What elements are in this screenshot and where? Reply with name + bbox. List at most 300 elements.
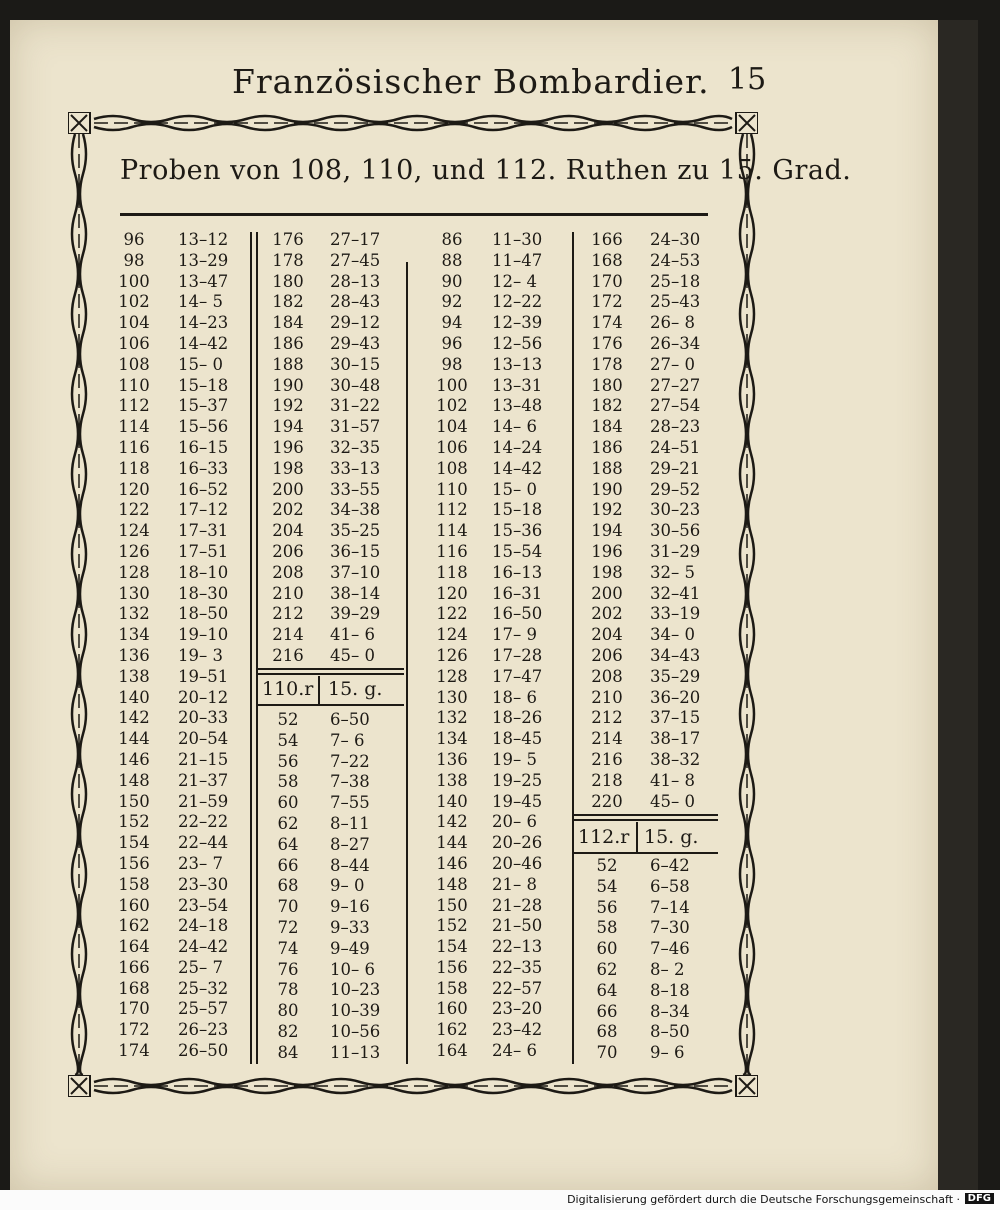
divider-3	[572, 232, 574, 1064]
col4-values-cell: 27– 0	[650, 354, 695, 374]
subhead-110-degrees: 15. g.	[328, 678, 383, 700]
col2b-values-cell: 9–49	[330, 938, 370, 958]
col3-values	[484, 230, 568, 1062]
col2b-values	[322, 710, 402, 1064]
col2b-values-cell: 9–33	[330, 917, 370, 937]
page-number: 15	[728, 62, 767, 97]
col4-numbers-cell: 216	[591, 749, 623, 769]
footer-credit: Digitalisierung gefördert durch die Deutsche Forschungsgemeinschaft ·	[567, 1193, 960, 1206]
col1-values-cell: 21–59	[178, 791, 229, 811]
subhead-110-rods: 110.r	[262, 678, 314, 700]
frame-border-left	[68, 134, 90, 1075]
col2-numbers-cell: 214	[272, 625, 304, 645]
col3-values-cell: 15–18	[492, 500, 543, 520]
col1-numbers-cell: 106	[118, 333, 150, 353]
col4-numbers-cell: 198	[591, 562, 623, 582]
col3-numbers-cell: 106	[436, 437, 468, 457]
col3-numbers-cell: 152	[436, 916, 468, 936]
col2b-numbers-cell: 56	[277, 751, 299, 771]
col4-numbers-cell: 174	[591, 313, 623, 333]
col4-numbers-cell: 180	[591, 375, 623, 395]
divider-2	[406, 262, 408, 1064]
rule-112-top	[574, 814, 718, 816]
col1-numbers-cell: 126	[118, 541, 150, 561]
col3-values-cell: 14–42	[492, 458, 543, 478]
col3-numbers-cell: 88	[441, 250, 463, 270]
col2-numbers	[262, 230, 314, 667]
col1-values-cell: 15– 0	[178, 354, 223, 374]
col4-values-cell: 26–34	[650, 333, 701, 353]
subhead-112-degrees: 15. g.	[644, 826, 699, 848]
col3-numbers-cell: 134	[436, 729, 468, 749]
col2b-numbers-cell: 66	[277, 855, 299, 875]
col2-values-cell: 31–22	[330, 396, 381, 416]
col3-numbers-cell: 150	[436, 895, 468, 915]
col4-numbers-cell: 204	[591, 625, 623, 645]
col3-numbers-cell: 96	[441, 333, 463, 353]
col3-numbers-cell: 94	[441, 313, 463, 333]
col1-values-cell: 26–50	[178, 1041, 229, 1061]
col1-values-cell: 25– 7	[178, 957, 223, 977]
col2-values-cell: 32–35	[330, 437, 381, 457]
col4b-values-cell: 7–46	[650, 939, 690, 959]
col2-values-cell: 27–45	[330, 250, 381, 270]
col1-values-cell: 23–30	[178, 874, 229, 894]
col4b-numbers-cell: 70	[596, 1043, 618, 1063]
col2b-values-cell: 11–13	[330, 1042, 381, 1062]
col2b-values-cell: 8–11	[330, 813, 370, 833]
col1-values-cell: 15–37	[178, 396, 229, 416]
col1-values-cell: 16–15	[178, 437, 229, 457]
col4-numbers-cell: 178	[591, 354, 623, 374]
col2-values-cell: 28–13	[330, 271, 381, 291]
col4-values-cell: 37–15	[650, 708, 701, 728]
col4b-values-cell: 8–18	[650, 980, 690, 1000]
running-head: Französischer Bombardier.	[232, 62, 710, 101]
col2b-numbers-cell: 62	[277, 813, 299, 833]
col3-numbers-cell: 132	[436, 708, 468, 728]
col4-values-cell: 28–23	[650, 417, 701, 437]
col1-values-cell: 23–54	[178, 895, 229, 915]
col4-values-cell: 34–43	[650, 645, 701, 665]
col1-numbers-cell: 110	[118, 375, 150, 395]
col2b-values-cell: 10– 6	[330, 959, 375, 979]
col4-values-cell: 35–29	[650, 666, 701, 686]
col3-numbers-cell: 140	[436, 791, 468, 811]
col4-values-cell: 30–23	[650, 500, 701, 520]
col1-values-cell: 26–23	[178, 1020, 229, 1040]
col3-values-cell: 23–42	[492, 1020, 543, 1040]
col1-values-cell: 13–12	[178, 230, 229, 249]
col4b-numbers-cell: 64	[596, 980, 618, 1000]
col1-numbers-cell: 100	[118, 271, 150, 291]
col3-values-cell: 20–26	[492, 833, 543, 853]
col2-numbers-cell: 216	[272, 645, 304, 665]
col3-numbers-cell: 144	[436, 833, 468, 853]
col3-values-cell: 21– 8	[492, 874, 537, 894]
frame-border-right	[736, 134, 758, 1075]
col3-numbers-cell: 142	[436, 812, 468, 832]
col4b-values-cell: 9– 6	[650, 1043, 685, 1063]
col2b-numbers-cell: 72	[277, 917, 299, 937]
col1-values-cell: 22–44	[178, 833, 229, 853]
col4-values-cell: 31–29	[650, 541, 701, 561]
col3-values-cell: 15–54	[492, 541, 543, 561]
col1-values-cell: 19–51	[178, 666, 229, 686]
col4-values-cell: 25–18	[650, 271, 701, 291]
col3-values-cell: 19–25	[492, 770, 543, 790]
rule-112-bottom	[574, 852, 718, 854]
col2b-numbers-cell: 80	[277, 1001, 299, 1021]
col3-values-cell: 18– 6	[492, 687, 537, 707]
col4-numbers-cell: 190	[591, 479, 623, 499]
col3-values-cell: 20–46	[492, 853, 543, 873]
col2b-numbers-cell: 76	[277, 959, 299, 979]
col4-values-cell: 33–19	[650, 604, 701, 624]
col3-numbers	[424, 230, 480, 1062]
col1-numbers-cell: 112	[118, 396, 150, 416]
col1-numbers-cell: 170	[118, 999, 150, 1019]
col3-values-cell: 15– 0	[492, 479, 537, 499]
col4-values-cell: 32– 5	[650, 562, 695, 582]
footer-bar	[0, 1190, 1000, 1210]
col2b-values-cell: 8–27	[330, 834, 370, 854]
col3-numbers-cell: 112	[436, 500, 468, 520]
col3-numbers-cell: 124	[436, 625, 468, 645]
col3-values-cell: 16–31	[492, 583, 543, 603]
col3-numbers-cell: 98	[441, 354, 463, 374]
col1-numbers-cell: 152	[118, 812, 150, 832]
col1-numbers-cell: 116	[118, 437, 150, 457]
col2-numbers-cell: 188	[272, 354, 304, 374]
col4-numbers-cell: 208	[591, 666, 623, 686]
col1-values-cell: 25–57	[178, 999, 229, 1019]
col4-numbers-cell: 206	[591, 645, 623, 665]
col1-numbers-cell: 130	[118, 583, 150, 603]
col2-values-cell: 37–10	[330, 562, 381, 582]
col4-numbers-cell: 212	[591, 708, 623, 728]
col4-numbers-cell: 202	[591, 604, 623, 624]
col1-values-cell: 22–22	[178, 812, 229, 832]
col1-values-cell: 16–52	[178, 479, 229, 499]
col4-values-cell: 24–51	[650, 437, 701, 457]
col4b-values	[642, 856, 720, 1064]
col1-values-cell: 18–10	[178, 562, 229, 582]
col1-values-cell: 21–37	[178, 770, 229, 790]
col1-numbers-cell: 124	[118, 521, 150, 541]
col3-numbers-cell: 154	[436, 937, 468, 957]
col2-numbers-cell: 208	[272, 562, 304, 582]
col3-numbers-cell: 126	[436, 645, 468, 665]
divider-1b	[256, 232, 258, 1064]
col1-values-cell: 20–12	[178, 687, 229, 707]
col4b-numbers-cell: 60	[596, 939, 618, 959]
col1-numbers-cell: 136	[118, 645, 150, 665]
col4b-numbers-cell: 56	[596, 897, 618, 917]
col4-numbers-cell: 192	[591, 500, 623, 520]
col2-numbers-cell: 192	[272, 396, 304, 416]
col1-numbers-cell: 164	[118, 937, 150, 957]
col1-values-cell: 23– 7	[178, 853, 223, 873]
col3-values-cell: 13–48	[492, 396, 543, 416]
col1-values-cell: 17–51	[178, 541, 229, 561]
col2b-numbers-cell: 68	[277, 876, 299, 896]
col1-numbers-cell: 140	[118, 687, 150, 707]
col2-numbers-cell: 180	[272, 271, 304, 291]
col1-numbers-cell: 114	[118, 417, 150, 437]
col4-numbers-cell: 196	[591, 541, 623, 561]
col1-numbers-cell: 128	[118, 562, 150, 582]
col3-values-cell: 12–22	[492, 292, 543, 312]
scan-background	[938, 20, 978, 1190]
col3-values-cell: 13–13	[492, 354, 543, 374]
col3-values-cell: 19–45	[492, 791, 543, 811]
col1-numbers-cell: 102	[118, 292, 150, 312]
col2-values-cell: 38–14	[330, 583, 381, 603]
col3-values-cell: 12–56	[492, 333, 543, 353]
divider-1a	[250, 232, 252, 1064]
col1-numbers-cell: 104	[118, 313, 150, 333]
col4b-values-cell: 6–58	[650, 876, 690, 896]
col2-values-cell: 31–57	[330, 417, 381, 437]
col3-values-cell: 20– 6	[492, 812, 537, 832]
col3-numbers-cell: 148	[436, 874, 468, 894]
col3-values-cell: 11–30	[492, 230, 543, 249]
col2-values-cell: 30–15	[330, 354, 381, 374]
col4b-values-cell: 8–34	[650, 1001, 690, 1021]
col3-numbers-cell: 116	[436, 541, 468, 561]
col3-numbers-cell: 108	[436, 458, 468, 478]
col3-values-cell: 18–45	[492, 729, 543, 749]
col1-numbers-cell: 150	[118, 791, 150, 811]
col3-values-cell: 22–35	[492, 957, 543, 977]
col2-values-cell: 34–38	[330, 500, 381, 520]
col4-numbers-cell: 172	[591, 292, 623, 312]
col4-numbers-cell: 210	[591, 687, 623, 707]
col1-numbers-cell: 148	[118, 770, 150, 790]
col4-numbers-cell: 220	[591, 791, 623, 811]
col4-numbers-cell: 166	[591, 230, 623, 249]
col2-values-cell: 30–48	[330, 375, 381, 395]
col1-values-cell: 14–42	[178, 333, 229, 353]
col4b-numbers-cell: 58	[596, 918, 618, 938]
col1-values-cell: 25–32	[178, 978, 229, 998]
col4-numbers-cell: 214	[591, 729, 623, 749]
col1-numbers-cell: 162	[118, 916, 150, 936]
col3-values-cell: 12–39	[492, 313, 543, 333]
col2b-numbers-cell: 60	[277, 793, 299, 813]
col4-values	[642, 230, 720, 812]
col4-values-cell: 36–20	[650, 687, 701, 707]
col3-values-cell: 18–26	[492, 708, 543, 728]
col2b-numbers-cell: 58	[277, 772, 299, 792]
col1-numbers-cell: 96	[123, 230, 145, 249]
rule-112-top2	[574, 819, 718, 821]
col3-numbers-cell: 110	[436, 479, 468, 499]
col4-values-cell: 25–43	[650, 292, 701, 312]
col2-numbers-cell: 202	[272, 500, 304, 520]
col4b-numbers	[580, 856, 634, 1064]
col1-values-cell: 18–50	[178, 604, 229, 624]
col3-values-cell: 16–50	[492, 604, 543, 624]
col1-values-cell: 16–33	[178, 458, 229, 478]
col1-numbers-cell: 142	[118, 708, 150, 728]
col4b-numbers-cell: 54	[596, 876, 618, 896]
col2-numbers-cell: 196	[272, 437, 304, 457]
col2-numbers-cell: 194	[272, 417, 304, 437]
col2b-numbers-cell: 70	[277, 897, 299, 917]
divider-110-sub	[318, 676, 320, 704]
col3-numbers-cell: 104	[436, 417, 468, 437]
col2b-values-cell: 7–55	[330, 793, 370, 813]
col1-values-cell: 19–10	[178, 625, 229, 645]
col4-values-cell: 29–21	[650, 458, 701, 478]
col2-numbers-cell: 204	[272, 521, 304, 541]
col3-values-cell: 21–50	[492, 916, 543, 936]
col3-values-cell: 14–24	[492, 437, 543, 457]
col3-values-cell: 16–13	[492, 562, 543, 582]
col3-values-cell: 13–31	[492, 375, 543, 395]
col2-numbers-cell: 186	[272, 333, 304, 353]
col3-numbers-cell: 122	[436, 604, 468, 624]
col2-values-cell: 45– 0	[330, 645, 375, 665]
col1-numbers-cell: 174	[118, 1041, 150, 1061]
col4-values-cell: 24–30	[650, 230, 701, 249]
col2-values-cell: 36–15	[330, 541, 381, 561]
col1-numbers-cell: 138	[118, 666, 150, 686]
rule-110-top2	[258, 673, 404, 675]
col2-values-cell: 35–25	[330, 521, 381, 541]
title-rule	[120, 213, 708, 216]
col1-values	[170, 230, 250, 1062]
col3-numbers-cell: 160	[436, 999, 468, 1019]
col4-values-cell: 45– 0	[650, 791, 695, 811]
col1-values-cell: 17–12	[178, 500, 229, 520]
col2-numbers-cell: 212	[272, 604, 304, 624]
col3-values-cell: 19– 5	[492, 749, 537, 769]
col3-numbers-cell: 158	[436, 978, 468, 998]
col1-values-cell: 19– 3	[178, 645, 223, 665]
col2-values-cell: 28–43	[330, 292, 381, 312]
table-title: Proben von 108, 110, und 112. Ruthen zu 15. Grad.	[120, 155, 852, 186]
col1-numbers-cell: 172	[118, 1020, 150, 1040]
col4b-values-cell: 8– 2	[650, 959, 685, 979]
col3-numbers-cell: 92	[441, 292, 463, 312]
col2b-values-cell: 9– 0	[330, 876, 365, 896]
col2b-values-cell: 8–44	[330, 855, 370, 875]
col3-numbers-cell: 128	[436, 666, 468, 686]
col1-numbers-cell: 156	[118, 853, 150, 873]
col2-numbers-cell: 198	[272, 458, 304, 478]
col2b-numbers-cell: 64	[277, 834, 299, 854]
col4-numbers-cell: 170	[591, 271, 623, 291]
col2-values-cell: 27–17	[330, 230, 381, 249]
frame-border-bottom	[68, 1075, 758, 1097]
col4-values-cell: 27–27	[650, 375, 701, 395]
col2-values-cell: 41– 6	[330, 625, 375, 645]
col3-values-cell: 11–47	[492, 250, 543, 270]
col2b-values-cell: 7–22	[330, 751, 370, 771]
col3-values-cell: 12– 4	[492, 271, 537, 291]
col1-numbers-cell: 134	[118, 625, 150, 645]
col4-values-cell: 26– 8	[650, 313, 695, 333]
col2-numbers-cell: 206	[272, 541, 304, 561]
col4-values-cell: 38–17	[650, 729, 701, 749]
col2-numbers-cell: 176	[272, 230, 304, 249]
col2b-numbers	[262, 710, 314, 1064]
col1-values-cell: 18–30	[178, 583, 229, 603]
col1-numbers-cell: 132	[118, 604, 150, 624]
col1-values-cell: 15–18	[178, 375, 229, 395]
col1-numbers-cell: 146	[118, 749, 150, 769]
col3-values-cell: 24– 6	[492, 1041, 537, 1061]
col2-numbers-cell: 190	[272, 375, 304, 395]
col3-numbers-cell: 162	[436, 1020, 468, 1040]
col4b-values-cell: 7–30	[650, 918, 690, 938]
col3-numbers-cell: 120	[436, 583, 468, 603]
col1-numbers-cell: 166	[118, 957, 150, 977]
col4-numbers-cell: 200	[591, 583, 623, 603]
col3-numbers-cell: 136	[436, 749, 468, 769]
col2-values-cell: 33–55	[330, 479, 381, 499]
dfg-logo: DFG	[965, 1193, 994, 1204]
col4b-numbers-cell: 52	[596, 856, 618, 875]
col4b-values-cell: 6–42	[650, 856, 690, 875]
col1-values-cell: 20–54	[178, 729, 229, 749]
col4b-values-cell: 7–14	[650, 897, 690, 917]
col2-values-cell: 33–13	[330, 458, 381, 478]
col4-numbers-cell: 182	[591, 396, 623, 416]
rule-110-top	[258, 668, 404, 670]
col1-values-cell: 17–31	[178, 521, 229, 541]
rule-110-bottom	[258, 704, 404, 706]
col3-values-cell: 22–13	[492, 937, 543, 957]
col3-numbers-cell: 146	[436, 853, 468, 873]
col1-numbers-cell: 120	[118, 479, 150, 499]
col1-values-cell: 24–42	[178, 937, 229, 957]
col1-values-cell: 14–23	[178, 313, 229, 333]
col4-numbers-cell: 188	[591, 458, 623, 478]
col2b-numbers-cell: 52	[277, 710, 299, 729]
col4-values-cell: 32–41	[650, 583, 701, 603]
col2b-values-cell: 9–16	[330, 897, 370, 917]
col4-values-cell: 38–32	[650, 749, 701, 769]
col2-values-cell: 39–29	[330, 604, 381, 624]
col2-values-cell: 29–12	[330, 313, 381, 333]
col1-numbers-cell: 154	[118, 833, 150, 853]
col1-numbers-cell: 168	[118, 978, 150, 998]
col2-numbers-cell: 182	[272, 292, 304, 312]
col1-numbers-cell: 158	[118, 874, 150, 894]
col3-numbers-cell: 118	[436, 562, 468, 582]
col2b-values-cell: 7–38	[330, 772, 370, 792]
col4-numbers-cell: 184	[591, 417, 623, 437]
col3-numbers-cell: 130	[436, 687, 468, 707]
col1-numbers-cell: 108	[118, 354, 150, 374]
col1-numbers-cell: 122	[118, 500, 150, 520]
col4-numbers-cell: 176	[591, 333, 623, 353]
col1-values-cell: 24–18	[178, 916, 229, 936]
col1-values-cell: 13–47	[178, 271, 229, 291]
col1-numbers-cell: 160	[118, 895, 150, 915]
col2b-values-cell: 6–50	[330, 710, 370, 729]
col1-numbers-cell: 144	[118, 729, 150, 749]
col4-values-cell: 27–54	[650, 396, 701, 416]
col3-values-cell: 23–20	[492, 999, 543, 1019]
col3-values-cell: 17– 9	[492, 625, 537, 645]
col4b-numbers-cell: 68	[596, 1022, 618, 1042]
col4-numbers-cell: 194	[591, 521, 623, 541]
